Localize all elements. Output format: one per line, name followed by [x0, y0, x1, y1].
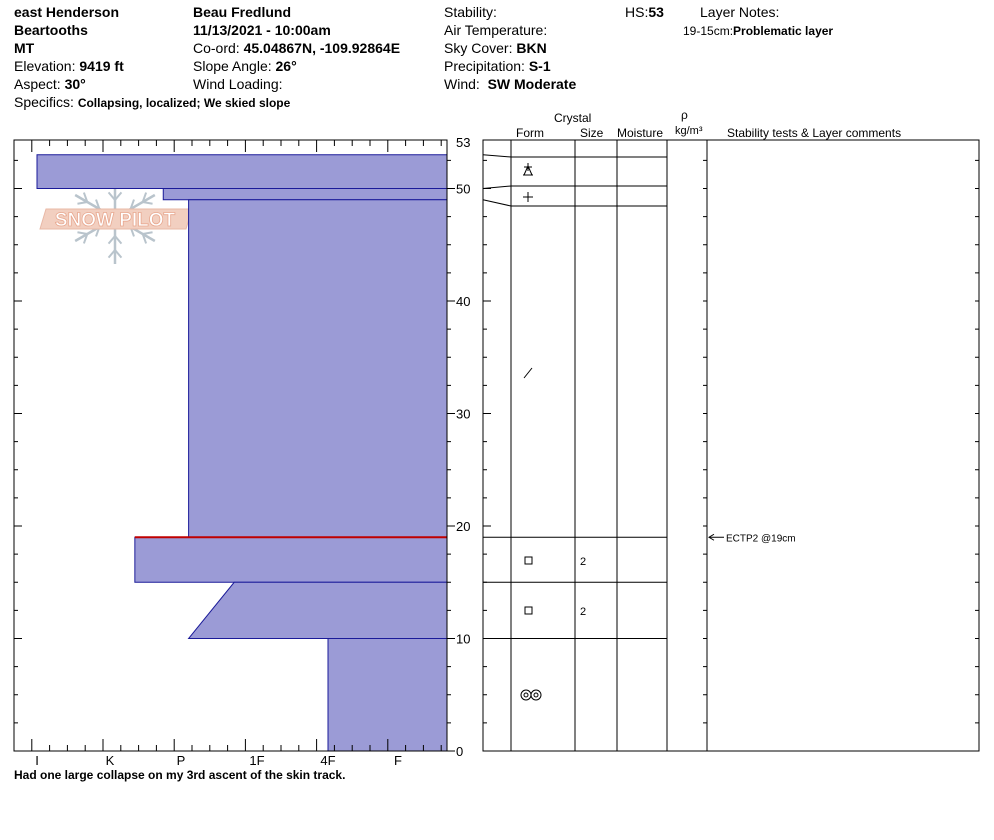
hardness-tick-label: P [176, 753, 186, 768]
slope-label: Slope Angle: [193, 58, 272, 74]
stability-label: Stability: [444, 4, 497, 20]
sym-circle [531, 690, 541, 700]
coord-label: Co-ord: [193, 40, 240, 56]
layer-table [483, 140, 796, 751]
coord-value: 45.04867N, -109.92864E [243, 40, 401, 56]
observer-name: Beau Fredlund [193, 4, 292, 20]
stability-tests-header: Stability tests & Layer comments [727, 126, 902, 140]
observation-datetime: 11/13/2021 - 10:00am [193, 22, 331, 38]
form-header: Form [516, 126, 544, 140]
mountain-range: Beartooths [14, 22, 88, 38]
crystal-form-symbol-4 [525, 607, 532, 614]
connector-line [483, 200, 511, 206]
logo-branch [143, 202, 153, 204]
depth-tick-label: 50 [456, 181, 471, 197]
hardness-layers [37, 155, 447, 751]
size-header: Size [580, 126, 604, 140]
crystal-size: 2 [580, 606, 587, 618]
notes-value: Had one large collapse on my 3rd ascent of the skin track. [14, 768, 346, 782]
air-temp-label: Air Temperature: [444, 22, 548, 38]
hardness-tick-label: I [35, 753, 39, 768]
hardness-tick-label: F [394, 753, 402, 768]
crystal-form-symbol-5 [521, 690, 541, 700]
hardness-layer-4 [189, 582, 447, 638]
depth-tick-label: 53 [456, 134, 471, 150]
layer-table-border [483, 140, 979, 751]
connector-line [483, 186, 511, 189]
sky-label: Sky Cover: [444, 40, 513, 56]
logo-branch [77, 202, 87, 204]
sym-circle [521, 690, 531, 700]
elevation-value: 9419 ft [79, 58, 124, 74]
hardness-layer-3 [135, 537, 447, 582]
aspect-label: Aspect: [14, 76, 61, 92]
profile-frame [14, 140, 979, 751]
crystal-form-symbol-0 [523, 163, 533, 175]
specifics-value: Collapsing, localized; We skied slope [77, 96, 291, 110]
sym-circle [534, 693, 538, 697]
hardness-layer-2 [189, 200, 447, 538]
stability-test-label: ECTP2 @19cm [726, 533, 796, 545]
logo-text: SNOW PILOT [54, 210, 176, 231]
hardness-layer-5 [328, 639, 447, 752]
depth-tick-label: 0 [456, 744, 464, 759]
moisture-header: Moisture [617, 126, 664, 140]
depth-tick-label: 10 [456, 631, 471, 647]
rho-header: ρ [681, 108, 688, 122]
depth-tick-label: 20 [456, 519, 471, 534]
connector-line [483, 155, 511, 157]
sym-stroke [524, 368, 532, 378]
location-name: east Henderson [14, 4, 120, 20]
hs-value: 53 [648, 4, 664, 20]
layer-notes-label: Layer Notes: [700, 4, 780, 20]
precip-value: S-1 [528, 58, 551, 74]
crystal-form-symbol-1 [523, 192, 533, 202]
hardness-tick-label: 1F [249, 753, 265, 768]
aspect-value: 30° [64, 76, 86, 92]
sky-value: BKN [516, 40, 547, 56]
hardness-layer-0 [37, 155, 447, 189]
logo-branch [143, 232, 153, 234]
slope-value: 26° [275, 58, 297, 74]
layer-note-range: 19-15cm: [683, 24, 734, 38]
density-unit-header: kg/m³ [675, 125, 703, 137]
specifics-label: Specifics: [14, 94, 74, 110]
depth-tick-label: 40 [456, 294, 471, 309]
sym-square [525, 607, 532, 614]
crystal-size: 2 [580, 556, 587, 568]
hardness-tick-label: K [105, 753, 115, 768]
wind-loading-label: Wind Loading: [193, 76, 283, 92]
wind-label: Wind: [444, 76, 480, 92]
depth-tick-label: 30 [456, 406, 471, 422]
layer-note-text: Problematic layer [733, 24, 834, 38]
elevation-label: Elevation: [14, 58, 76, 74]
state: MT [14, 40, 35, 56]
logo-branch [77, 232, 87, 234]
hardness-tick-label: 4F [320, 753, 336, 768]
crystal-form-symbol-3 [525, 557, 532, 564]
sym-square [525, 557, 532, 564]
hs-label: HS: [625, 4, 649, 20]
crystal-form-symbol-2 [524, 368, 532, 378]
sym-circle [524, 693, 528, 697]
wind-value: SW Moderate [487, 76, 577, 92]
hardness-layer-1 [163, 189, 447, 200]
crystal-header: Crystal [554, 111, 592, 125]
precip-label: Precipitation: [444, 58, 525, 74]
